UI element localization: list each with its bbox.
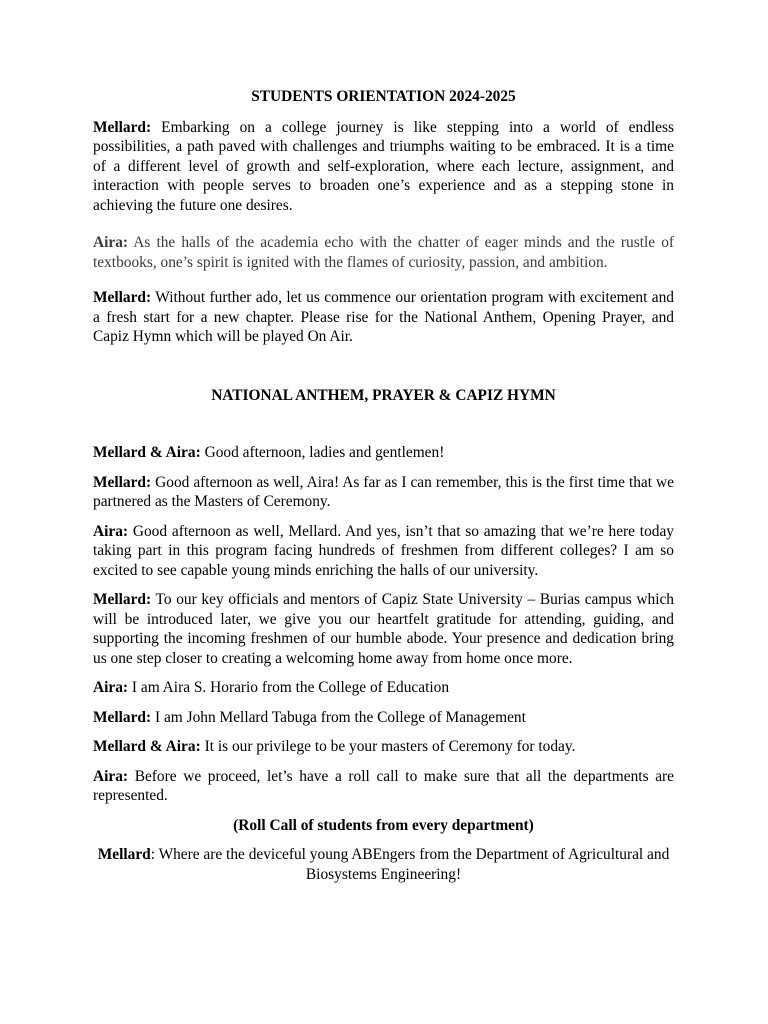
speaker-label: Mellard: — [93, 473, 152, 491]
paragraph-mellard-greeting — [93, 473, 674, 512]
speaker-label: Mellard & Aira: — [93, 444, 201, 461]
speech-text: As the halls of the academia echo with the chatter of eager minds and the rustle of textbooks, one’s spirit is ignited with the flames of curiosity, passion, and ambition. — [93, 234, 675, 271]
speaker-label: Mellard: — [93, 118, 152, 136]
speaker-label: Mellard: — [93, 289, 152, 306]
speaker-label: Aira: — [93, 522, 129, 540]
paragraph-intro-mellard — [93, 118, 674, 216]
document-title: STUDENTS ORIENTATION 2024-2025 — [251, 88, 516, 105]
speech-text: I am John Mellard Tabuga from the College of Management — [154, 708, 526, 726]
speech-text: I am Aira S. Horario from the College of Education — [131, 679, 450, 696]
speech-text: To our key officials and mentors of Capiz State University – Burias campus which will be introduced later, we give you our heartfelt gratitude for attending, guiding, and supporting the incoming freshmen of our humble abode. Your presence and dedication bring us one step closer to creating a welcoming home away from home once more. — [93, 591, 674, 667]
paragraph-roll-call-intro — [93, 767, 674, 806]
speech-text: It is our privilege to be your masters of Ceremony for today. — [204, 738, 576, 755]
paragraph-aira-intro — [93, 678, 674, 698]
section-heading: NATIONAL ANTHEM, PRAYER & CAPIZ HYMN — [211, 386, 556, 404]
paragraph-abe-call — [93, 845, 674, 884]
speech-text: Without further ado, let us commence our orientation program with excitement and a fresh start for a new chapter. Please rise for the National Anthem, Opening Prayer, and Capiz Hymn which will be played On Air. — [93, 289, 674, 345]
speaker-label: Mellard: — [93, 591, 152, 608]
speaker-label: Mellard: — [93, 708, 152, 726]
speech-text: Before we proceed, let’s have a roll call to make sure that all the departments are represented. — [93, 767, 674, 804]
speaker-label: Mellard — [97, 846, 151, 863]
paragraph-privilege — [93, 737, 674, 757]
speech-text: Good afternoon as well, Aira! As far as I can remember, this is the first time that we partnered as the Masters of Ceremony. — [93, 473, 674, 510]
paragraph-aira-greeting — [93, 522, 674, 581]
paragraph-intro-aira — [93, 233, 674, 272]
speech-text: : Where are the deviceful young ABEngers from the Department of Agricultural and Biosystems Engineering! — [150, 846, 670, 883]
speech-text: Good afternoon, ladies and gentlemen! — [204, 444, 445, 461]
speech-text: Good afternoon as well, Mellard. And yes, isn’t that so amazing that we’re here today taking part in this program facing hundreds of freshmen from different colleges? I am so excited to see capable young minds enriching the halls of our university. — [93, 522, 674, 579]
paragraph-greeting — [93, 443, 674, 463]
speaker-label: Aira: — [93, 767, 129, 785]
paragraph-mellard-intro — [93, 708, 674, 728]
roll-call-heading: (Roll Call of students from every department) — [233, 816, 534, 834]
paragraph-officials — [93, 590, 674, 668]
speaker-label: Aira: — [93, 679, 129, 696]
paragraph-commence — [93, 288, 674, 347]
speaker-label: Aira: — [93, 234, 129, 251]
speaker-label: Mellard & Aira: — [93, 738, 201, 755]
speech-text: Embarking on a college journey is like stepping into a world of endless possibilities, a path paved with challenges and triumphs waiting to be embraced. It is a time of a different level of growth and self-exploration, where each lecture, assignment, and interaction with people serves to broaden one’s experience and as a stepping stone in achieving the future one desires. — [93, 118, 674, 214]
